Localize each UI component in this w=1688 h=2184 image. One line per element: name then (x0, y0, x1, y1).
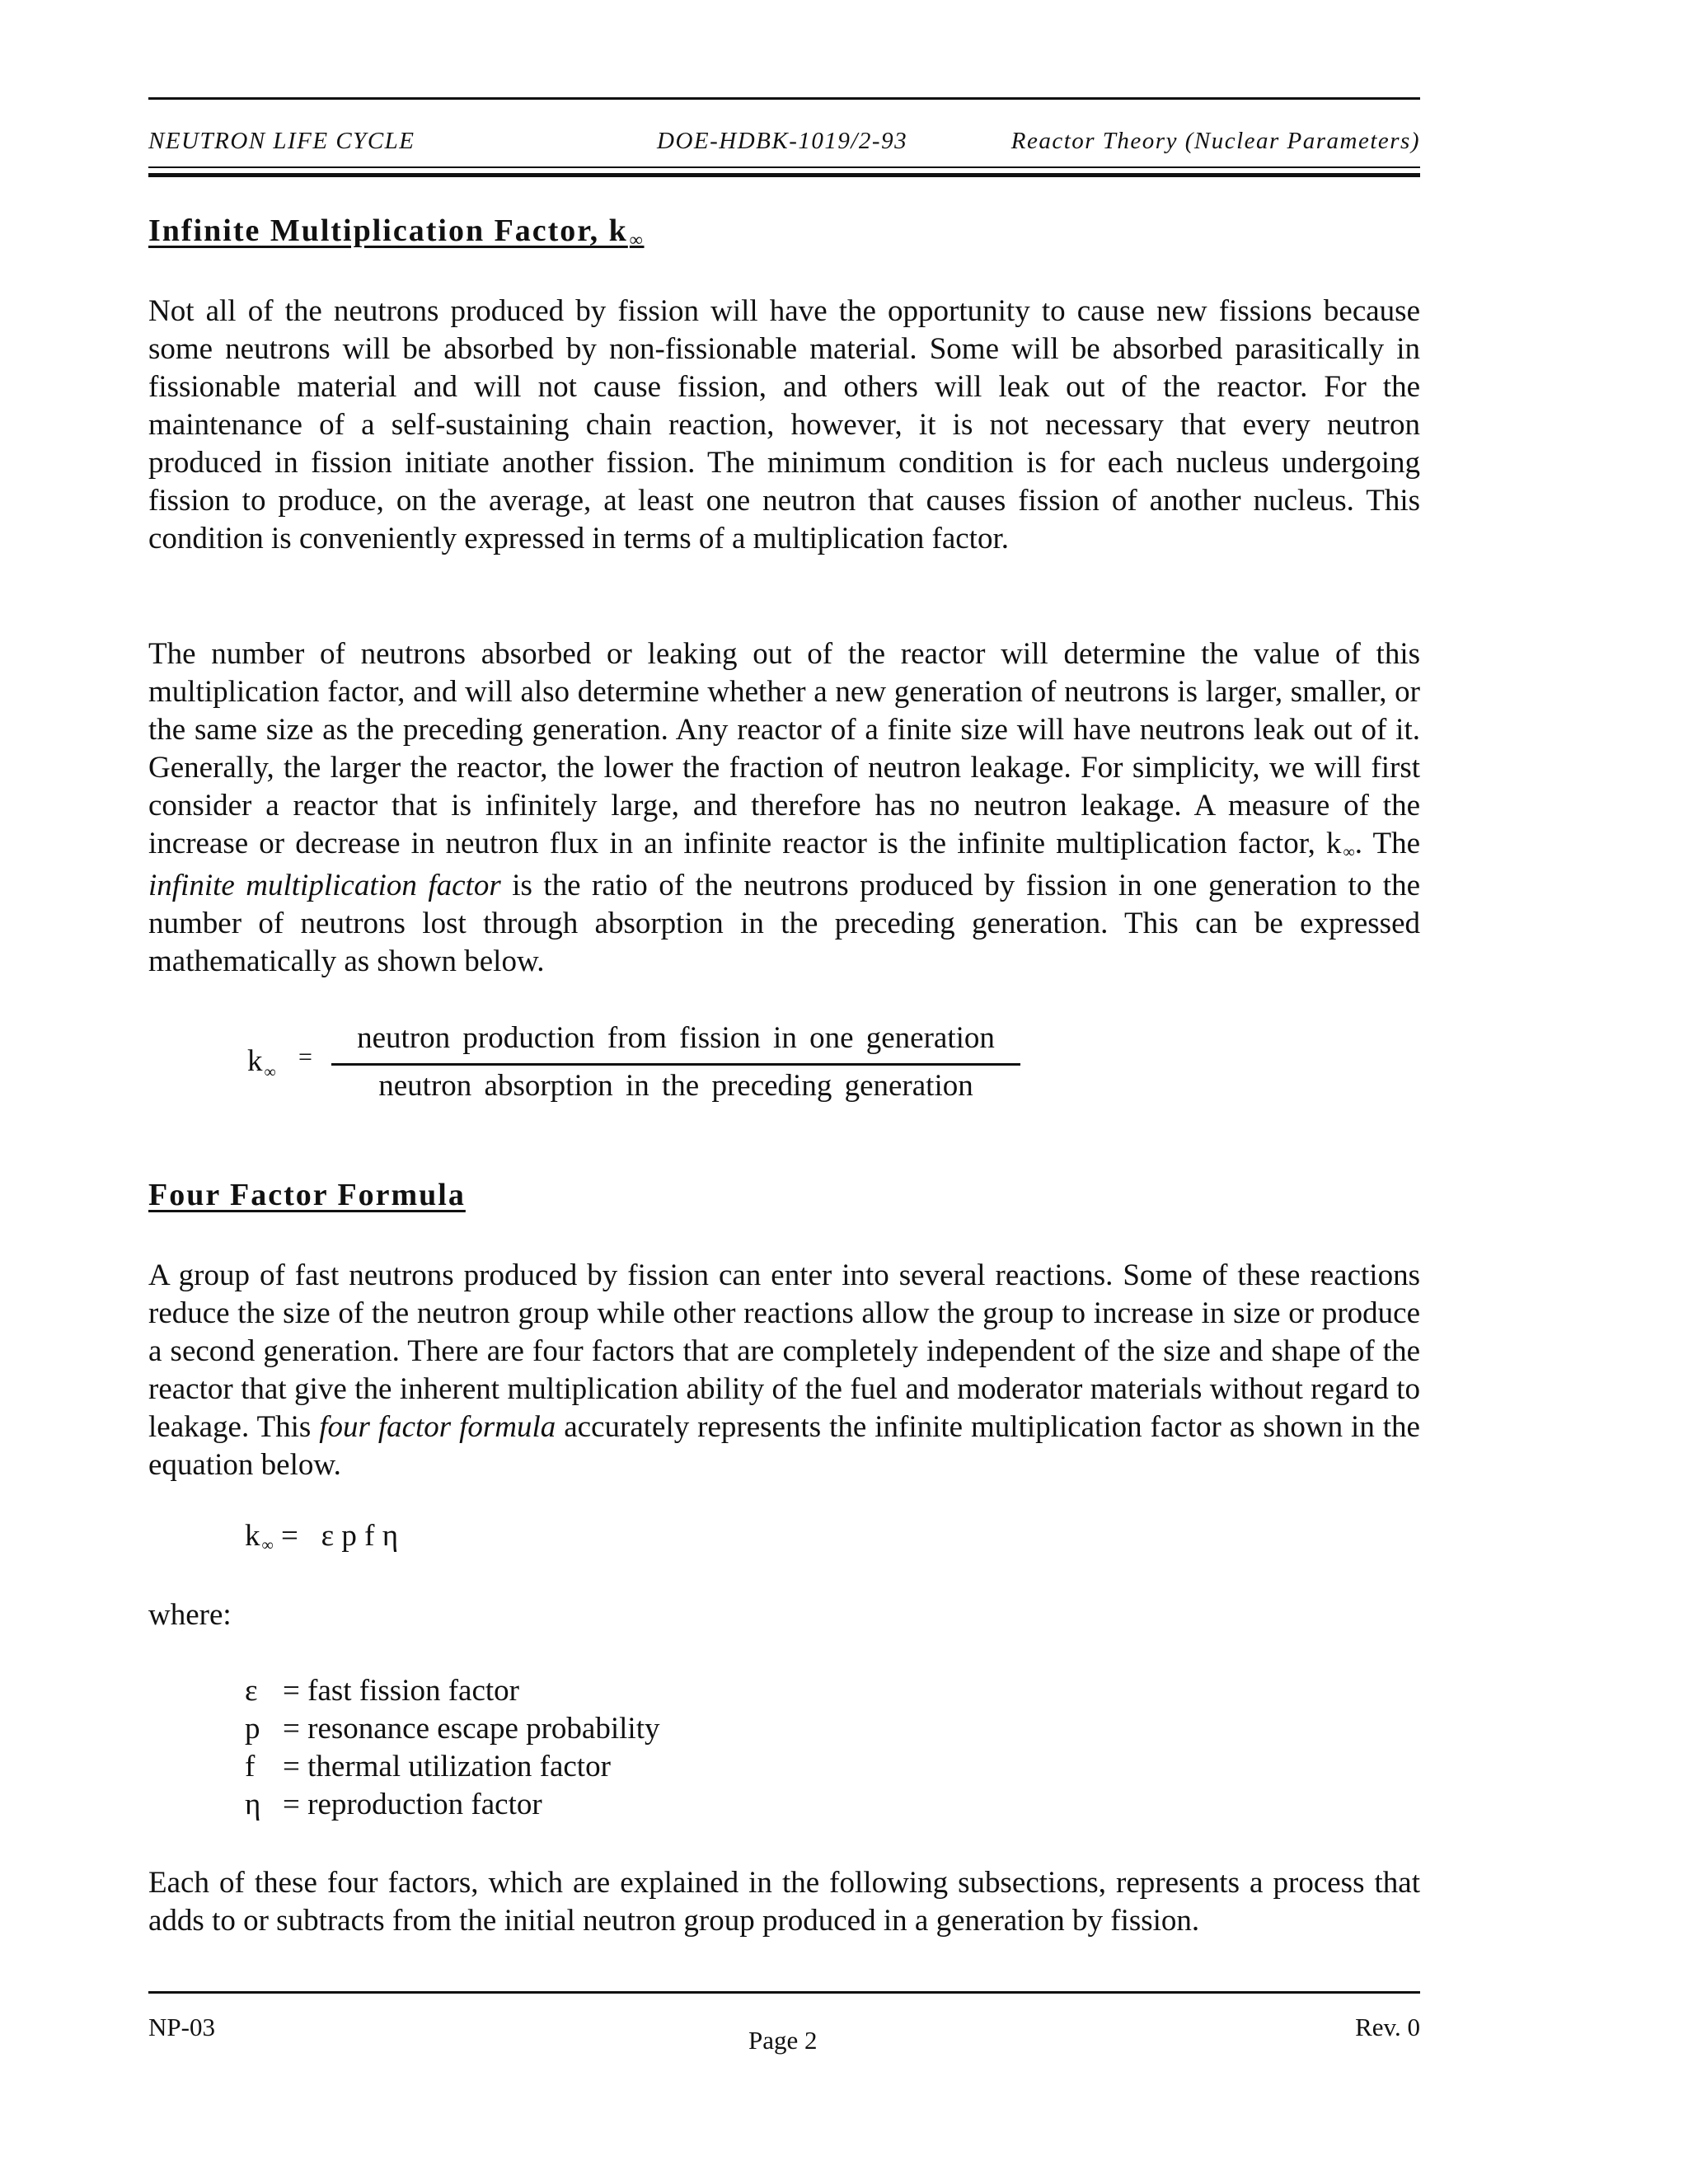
section-title-four-factor-formula: Four Factor Formula (148, 1178, 466, 1212)
infinity-subscript: ∞ (261, 1536, 274, 1554)
fraction-bar (331, 1063, 1020, 1066)
paragraph-1: Not all of the neutrons produced by fission will have the opportunity to cause new fissions because some neutrons will be absorbed by non-fissionable material. Some will be absorbed parasitically in fissionable material and will not cause fission, and others will leak out of the reactor. For the maintenance of a self-sustaining chain reaction, however, it is not necessary that every neutron produced in fission initiate another fission. The minimum condition is for each nucleus undergoing fission to produce, on the average, at least one neutron that causes fission of another nucleus. This condition is conveniently expressed in terms of a multiplication factor. (148, 294, 1420, 555)
page-number: Page 2 (748, 2026, 818, 2055)
footer-right: Rev. 0 (1355, 2013, 1420, 2041)
header-bottom-rule-thick (148, 173, 1420, 177)
footer-left: NP-03 (148, 2013, 215, 2041)
infinity-subscript: ∞ (264, 1063, 276, 1081)
definition-text: = fast fission factor (283, 1674, 519, 1708)
formula-rhs: = ε p f η (273, 1519, 399, 1553)
definition-epsilon (245, 1673, 519, 1708)
header-center: DOE-HDBK-1019/2-93 (657, 128, 908, 154)
paragraph-2-part-a: The number of neutrons absorbed or leaking out of the reactor will determine the value of this multiplication factor, and will also determine whether a new generation of neutrons is larger, smaller, or the same size as the preceding generation. Any reactor of a finite size will have neutrons leak out of it. Generally, the larger the reactor, the lower the fraction of neutron leakage. For simplicity, we will first consider a reactor that is infinitely large, and therefore has no neutron leakage. A measure of the increase or decrease in neutron flux in an infinite reactor is the infinite multiplication factor, k (148, 637, 1420, 860)
k-symbol: k (245, 1519, 260, 1553)
paragraph-2-part-b: . The (1354, 827, 1420, 860)
paragraph-3-part-b: accurately represents the infinite multiplication factor as shown in the equation below. (148, 1410, 1420, 1482)
paragraph-2-part-c: is the ratio of the neutrons produced by fission in one generation to the number of neutrons lost through absorption in the preceding generation. This can be expressed mathematically as shown below. (148, 869, 1420, 978)
footer-rule (148, 1991, 1420, 1994)
fraction-k (247, 1043, 276, 1079)
paragraph-3 (148, 1257, 1420, 1484)
infinity-subscript: ∞ (1343, 843, 1355, 861)
fraction-denominator: neutron absorption in the preceding generation (378, 1069, 973, 1103)
four-factor-formula-equation (245, 1518, 398, 1554)
header-bottom-rule-thin (148, 166, 1420, 168)
definition-symbol: f (245, 1750, 256, 1783)
term-infinite-multiplication-factor: infinite multiplication factor (148, 869, 501, 902)
definition-text: = resonance escape probability (283, 1712, 660, 1746)
definition-symbol: ε (245, 1674, 258, 1708)
header-left: NEUTRON LIFE CYCLE (148, 128, 415, 154)
fraction-equals: = (298, 1043, 312, 1071)
definition-text: = thermal utilization factor (283, 1750, 611, 1783)
paragraph-3-part-a: A group of fast neutrons produced by fission can enter into several reactions. Some of these reactions reduce the size of the neutron group while other reactions allow the group to increase in size or produce a second generation. There are four factors that are completely independent of the size and shape of the reactor that give the inherent multiplication ability of the fuel and moderator materials without regard to leakage. This (148, 1258, 1420, 1444)
paragraph-4: Each of these four factors, which are explained in the following subsections, represents a process that adds to or subtracts from the initial neutron group produced in a generation by fission. (148, 1866, 1420, 1938)
section-title-text: Infinite Multiplication Factor, k (148, 213, 628, 248)
definition-symbol: p (245, 1712, 260, 1746)
section-title-infinite-multiplication (148, 213, 645, 249)
term-four-factor-formula: four factor formula (319, 1410, 556, 1444)
header-top-rule (148, 97, 1420, 100)
where-label: where: (148, 1598, 232, 1632)
paragraph-2 (148, 635, 1420, 981)
k-infinity-fraction-equation (247, 1020, 1039, 1111)
definition-f (245, 1749, 611, 1784)
definition-eta (245, 1787, 542, 1822)
k-symbol: k (247, 1044, 263, 1078)
fraction-numerator: neutron production from fission in one generation (357, 1021, 995, 1055)
infinity-subscript: ∞ (629, 229, 645, 250)
header-right: Reactor Theory (Nuclear Parameters) (1010, 128, 1420, 154)
definition-text: = reproduction factor (283, 1788, 542, 1821)
definition-p (245, 1711, 659, 1746)
definition-symbol: η (245, 1788, 261, 1821)
